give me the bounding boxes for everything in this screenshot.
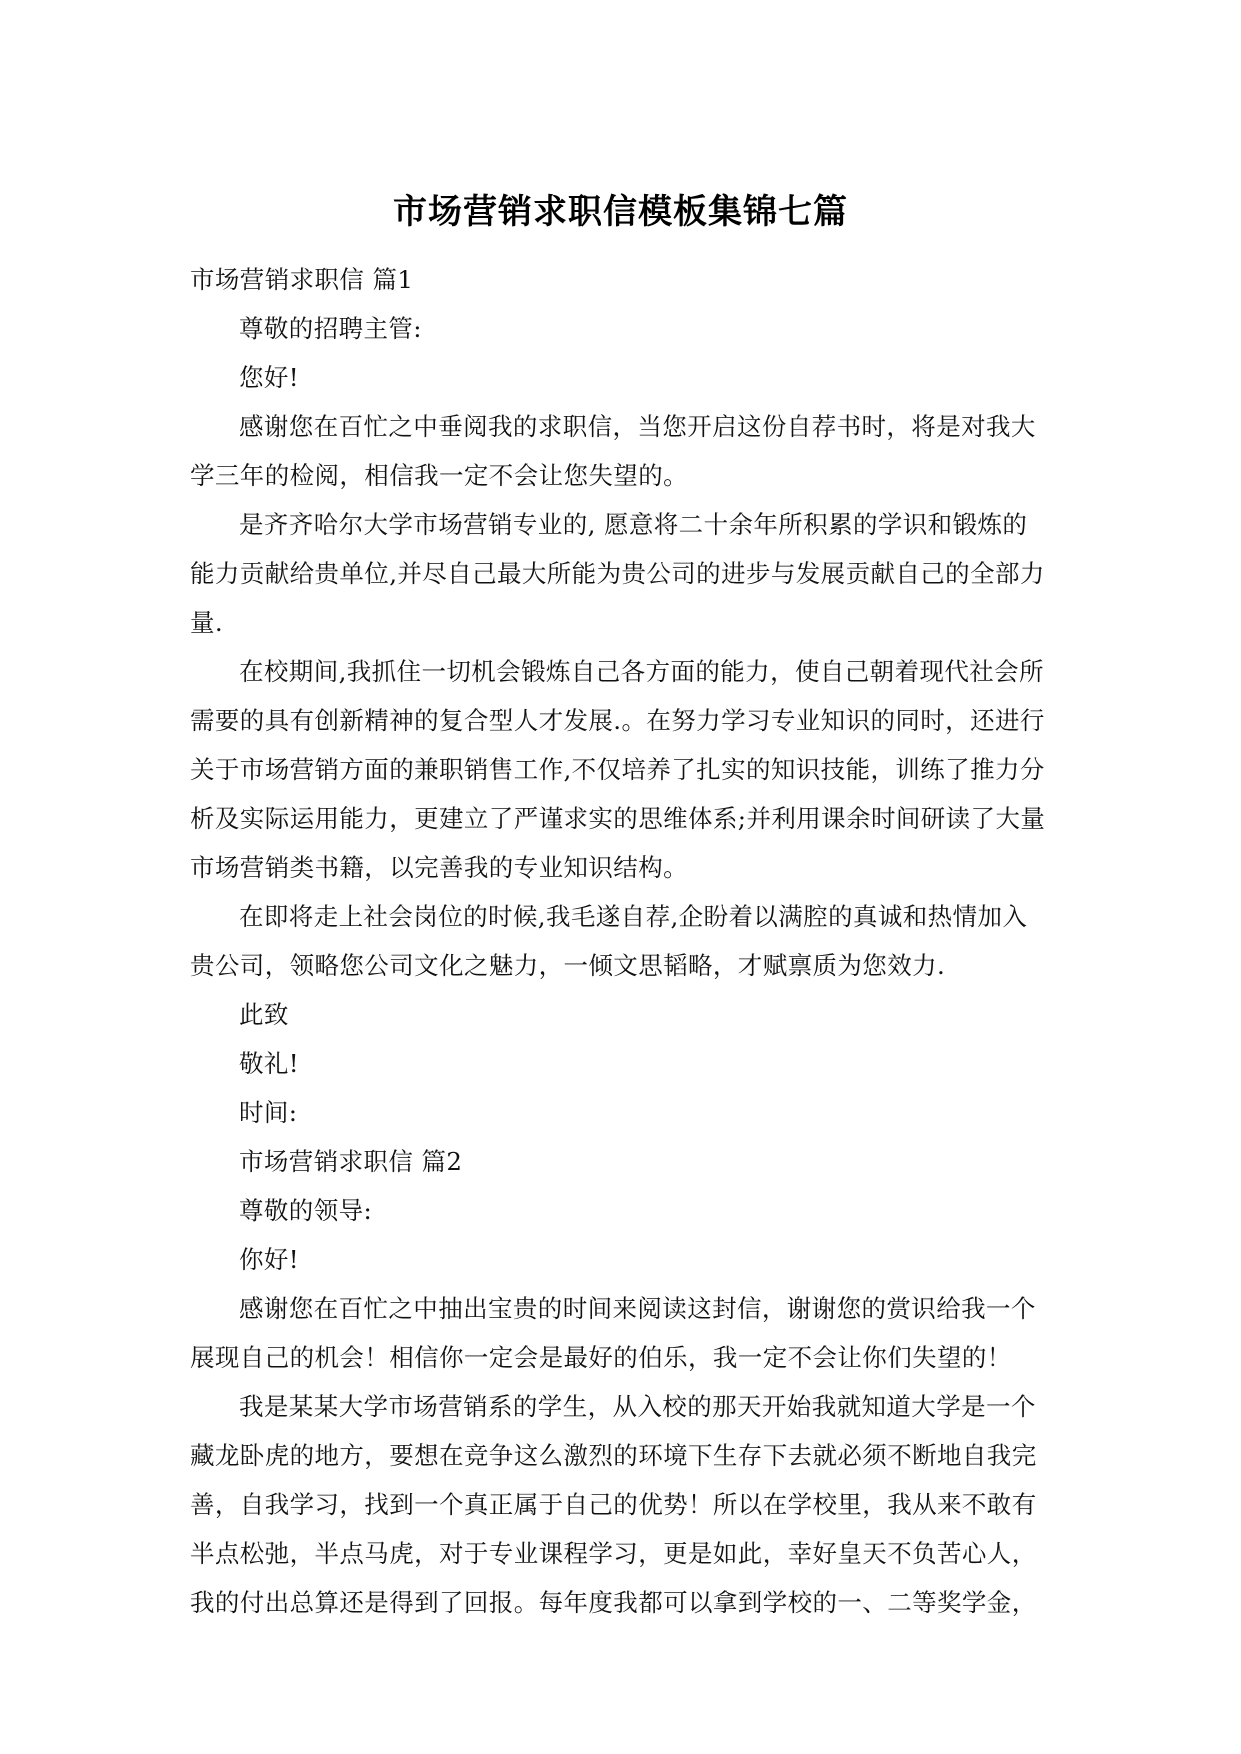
paragraph: 感谢您在百忙之中抽出宝贵的时间来阅读这封信，谢谢您的赏识给我一个展现自己的机会！相信你一定会是最好的伯乐，我一定不会让你们失望的！ <box>190 1294 1036 1372</box>
paragraph: 在即将走上社会岗位的时候,我毛遂自荐,企盼着以满腔的真诚和热情加入贵公司，领略您公司文化之魅力，一倾文思韬略，才赋禀质为您效力. <box>190 902 1028 980</box>
date-line: 时间: <box>239 1098 298 1127</box>
section-heading-1: 市场营销求职信 篇1 <box>190 265 414 294</box>
salutation: 尊敬的领导: <box>239 1196 373 1225</box>
paragraph: 感谢您在百忙之中垂阅我的求职信，当您开启这份自荐书时，将是对我大学三年的检阅，相信我一定不会让您失望的。 <box>190 412 1036 490</box>
greeting: 你好! <box>239 1245 300 1274</box>
salutation: 尊敬的招聘主管: <box>239 314 422 343</box>
closing-regards: 敬礼! <box>239 1049 300 1078</box>
section-heading-2: 市场营销求职信 篇2 <box>239 1147 463 1176</box>
closing: 此致 <box>239 1000 289 1029</box>
greeting: 您好! <box>239 363 300 392</box>
document-title: 市场营销求职信模板集锦七篇 <box>393 192 848 232</box>
paragraph: 是齐齐哈尔大学市场营销专业的, 愿意将二十余年所积累的学识和锻炼的能力贡献给贵单位,并尽自己最大所能为贵公司的进步与发展贡献自己的全部力量. <box>190 510 1045 637</box>
document-body <box>190 255 1048 1627</box>
paragraph: 我是某某大学市场营销系的学生，从入校的那天开始我就知道大学是一个藏龙卧虎的地方，要想在竞争这么激烈的环境下生存下去就必须不断地自我完善，自我学习，找到一个真正属于自己的优势！所以在学校里，我从来不敢有半点松弛，半点马虎，对于专业课程学习，更是如此，幸好皇天不负苦心人，我的付出总算还是得到了回报。每年度我都可以拿到学校的一、二等奖学金， <box>190 1392 1037 1617</box>
paragraph: 在校期间,我抓住一切机会锻炼自己各方面的能力，使自己朝着现代社会所需要的具有创新精神的复合型人才发展.。在努力学习专业知识的同时，还进行关于市场营销方面的兼职销售工作,不仅培养了扎实的知识技能，训练了推力分析及实际运用能力，更建立了严谨求实的思维体系;并利用课余时间研读了大量市场营销类书籍，以完善我的专业知识结构。 <box>190 657 1046 882</box>
